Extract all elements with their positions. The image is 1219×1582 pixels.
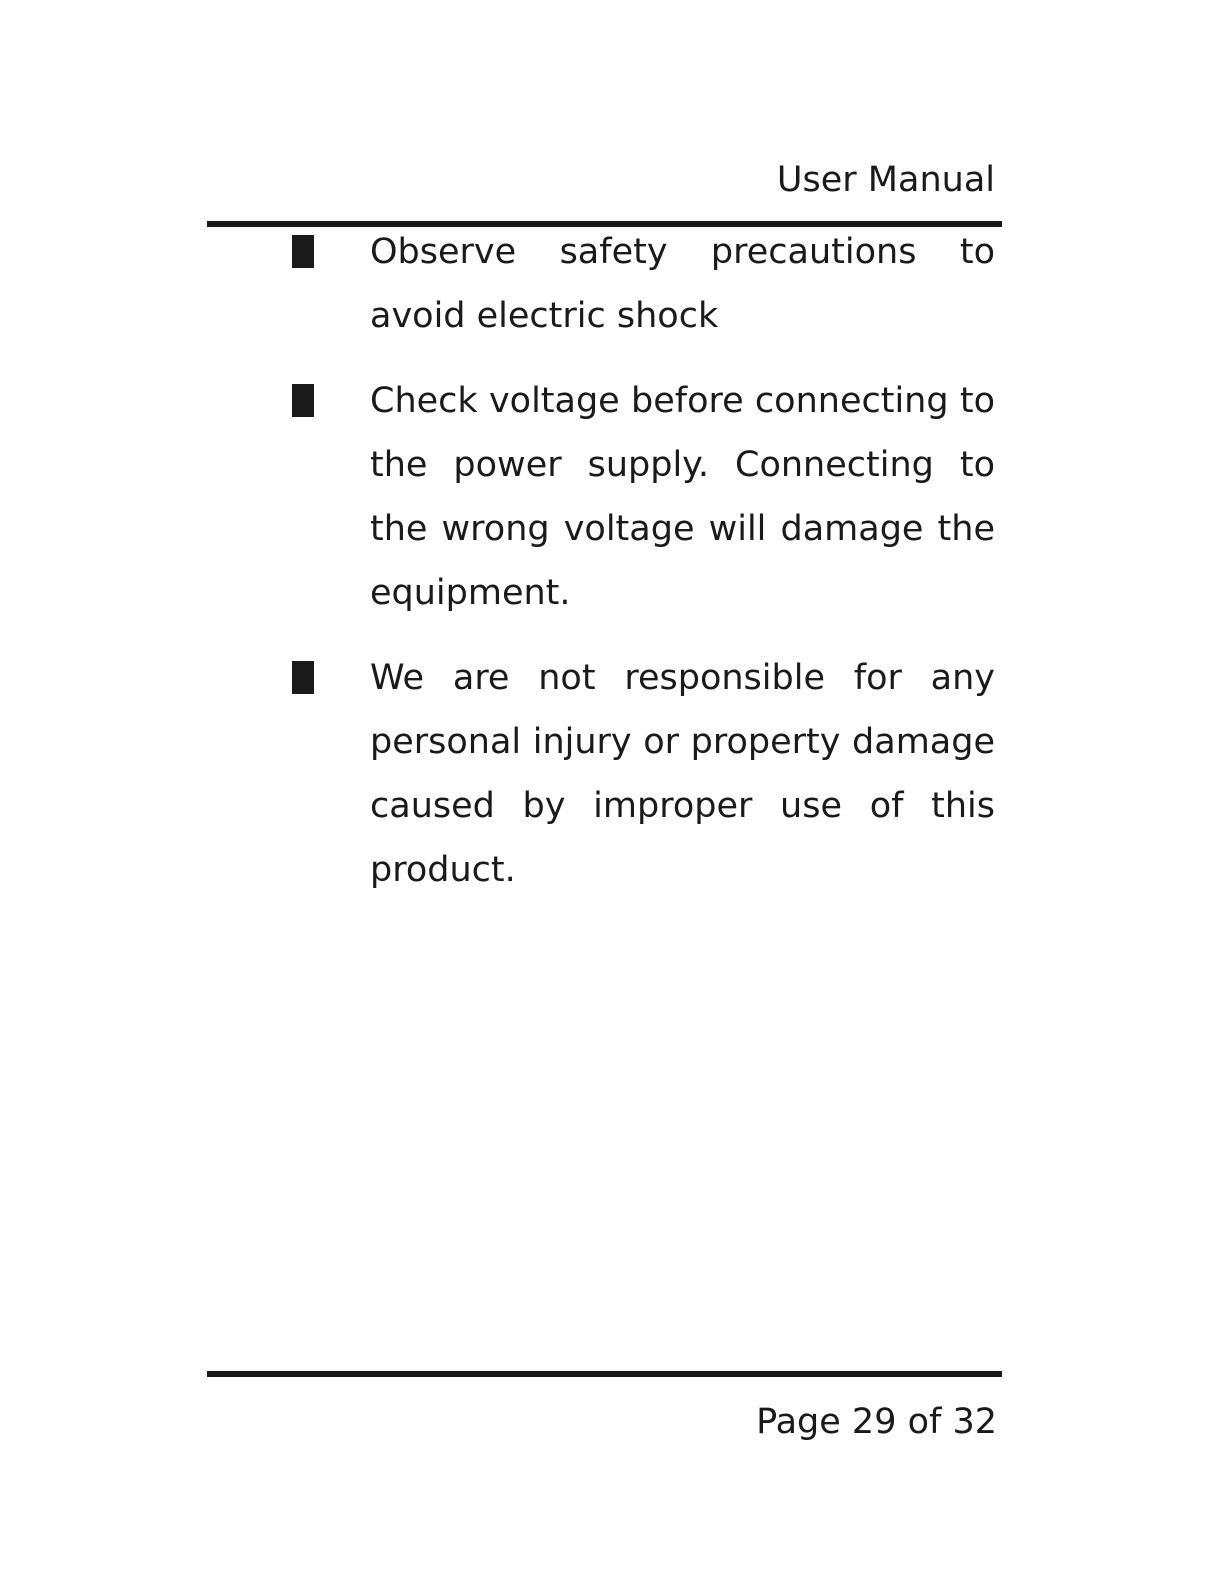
square-bullet-icon [292,235,314,268]
list-item-text: Check voltage before connecting to the power supply. Connecting to the wrong voltage will damage the equipment. [370,381,995,613]
safety-list [0,220,1219,923]
page-header-title: User Manual [776,160,995,200]
list-item [0,646,1219,902]
footer-divider [207,1371,1002,1377]
page-number: Page 29 of 32 [756,1402,997,1442]
square-bullet-icon [292,384,314,417]
square-bullet-icon [292,661,314,694]
list-item [0,220,1219,348]
list-item [0,369,1219,625]
list-item-text: Observe safety precautions to avoid electric shock [370,232,995,336]
list-item-text: We are not responsible for any personal injury or property damage caused by improper use of this product. [370,658,995,890]
